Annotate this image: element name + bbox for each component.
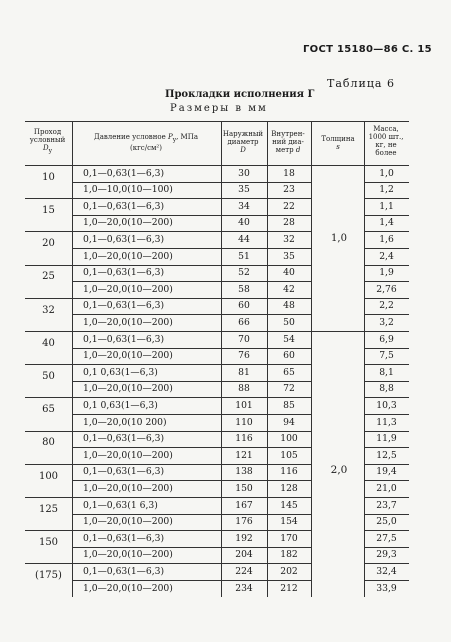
mass-value: 3,2 (379, 316, 394, 328)
outer-diameter-value: 30 (238, 167, 250, 179)
column-divider (72, 121, 73, 597)
inner-diameter-value: 50 (283, 316, 295, 328)
proxod-value: 65 (42, 404, 55, 416)
pressure-value: 0,1—0,63(1—6,3) (83, 267, 165, 279)
row-divider (25, 231, 72, 232)
outer-diameter-value: 51 (238, 250, 250, 262)
outer-diameter-value: 40 (238, 217, 250, 229)
mass-value: 21,0 (376, 482, 397, 494)
pressure-value: 0,1—0,63(1—6,3) (83, 167, 165, 179)
inner-diameter-value: 22 (283, 200, 295, 212)
pressure-value: 1,0—20,0(10—200) (83, 217, 173, 229)
proxod-value: 100 (38, 470, 59, 482)
row-divider (25, 364, 72, 365)
pressure-value: 1,0—20,0(10—200) (83, 482, 173, 494)
inner-diameter-value: 18 (283, 167, 295, 179)
pressure-value: 0,1—0,63(1—6,3) (83, 532, 165, 544)
outer-diameter-value: 44 (238, 233, 250, 245)
proxod-value: 10 (42, 171, 55, 183)
pressure-value: 0,1 0,63(1—6,3) (83, 399, 158, 411)
pressure-value: 1,0—20,0(10—200) (83, 516, 173, 528)
mass-value: 2,4 (379, 250, 394, 262)
inner-diameter-value: 60 (283, 350, 295, 362)
dimensions-table (25, 121, 409, 603)
proxod-value: 50 (42, 371, 55, 382)
header-thickness: Толщина s (321, 135, 355, 151)
mass-value: 11,3 (376, 416, 397, 428)
inner-diameter-value: 128 (280, 482, 298, 494)
mass-value: 1,9 (379, 267, 394, 279)
inner-diameter-value: 32 (283, 233, 295, 245)
outer-diameter-value: 224 (235, 565, 253, 577)
row-divider (25, 530, 72, 531)
mass-value: 8,8 (379, 383, 394, 395)
mass-value: 2,2 (379, 300, 394, 312)
pressure-value: 1,0—20,0(10—200) (83, 350, 173, 362)
pressure-value: 1,0—20,0(10—200) (83, 383, 173, 395)
outer-diameter-value: 138 (235, 466, 253, 478)
inner-diameter-value: 48 (283, 300, 295, 312)
mass-value: 1,6 (379, 233, 394, 245)
mass-value: 29,3 (376, 549, 397, 561)
table-subtitle: Размеры в мм (170, 103, 268, 114)
inner-diameter-value: 72 (283, 383, 295, 395)
outer-diameter-value: 204 (235, 549, 253, 561)
row-divider (25, 331, 72, 332)
pressure-value: 0,1—0,63(1 6,3) (83, 499, 158, 511)
mass-value: 2,76 (376, 283, 397, 295)
inner-diameter-value: 100 (280, 433, 298, 445)
mass-value: 8,1 (379, 366, 394, 378)
thickness-value: 1,0 (331, 233, 347, 244)
header-proxod: Проход условный $D_y$ (29, 128, 66, 155)
proxod-value: 32 (42, 304, 55, 316)
outer-diameter-value: 76 (238, 350, 250, 362)
row-divider (311, 331, 364, 332)
pressure-value: 1,0—20,0(10—200) (83, 449, 173, 461)
mass-value: 27,5 (376, 532, 397, 544)
proxod-value: (175) (35, 570, 62, 582)
mass-value: 23,7 (376, 499, 397, 511)
pressure-value: 0,1 0,63(1—6,3) (83, 366, 158, 378)
mass-value: 11,9 (376, 433, 397, 445)
pressure-value: 1,0—20,0(10—200) (83, 549, 173, 561)
gost-header: ГОСТ 15180—86 С. 15 (303, 44, 432, 55)
outer-diameter-value: 58 (238, 283, 250, 295)
mass-value: 10,3 (376, 399, 397, 411)
table-title: Прокладки исполнения Г (165, 89, 315, 100)
inner-diameter-value: 145 (280, 499, 298, 511)
proxod-value: 150 (38, 537, 59, 548)
inner-diameter-value: 105 (280, 449, 298, 461)
pressure-value: 1,0—20,0(10 200) (83, 416, 167, 428)
outer-diameter-value: 116 (235, 433, 253, 445)
proxod-value: 25 (42, 271, 55, 283)
inner-diameter-value: 182 (280, 549, 298, 561)
pressure-value: 1,0—20,0(10—200) (83, 283, 173, 295)
header-inner: Внутрен- ний диа- метр d (271, 130, 305, 154)
mass-value: 7,5 (379, 350, 394, 362)
row-divider (25, 397, 72, 398)
outer-diameter-value: 121 (235, 449, 253, 461)
inner-diameter-value: 42 (283, 283, 295, 295)
inner-diameter-value: 116 (280, 466, 298, 478)
inner-diameter-value: 212 (280, 582, 298, 594)
mass-value: 33,9 (376, 582, 397, 594)
proxod-value: 80 (42, 437, 55, 449)
proxod-value: 15 (42, 205, 55, 216)
mass-value: 1,0 (379, 167, 394, 179)
inner-diameter-value: 202 (280, 565, 298, 577)
header-outer: Наружный диаметр D (222, 130, 264, 154)
outer-diameter-value: 101 (235, 399, 253, 411)
outer-diameter-value: 70 (238, 333, 250, 345)
mass-value: 6,9 (379, 333, 394, 345)
proxod-value: 40 (42, 337, 55, 349)
mass-value: 25,0 (376, 516, 397, 528)
outer-diameter-value: 167 (235, 499, 253, 511)
row-divider (25, 298, 72, 299)
row-divider (25, 497, 72, 498)
outer-diameter-value: 34 (238, 200, 250, 212)
pressure-value: 0,1—0,63(1—6,3) (83, 333, 165, 345)
inner-diameter-value: 28 (283, 217, 295, 229)
outer-diameter-value: 60 (238, 300, 250, 312)
header-pressure: Давление условное $P_y$, МПа (кгс/см²) (94, 133, 198, 153)
pressure-value: 0,1—0,63(1—6,3) (83, 200, 165, 212)
inner-diameter-value: 94 (283, 416, 295, 428)
pressure-value: 0,1—0,63(1—6,3) (83, 466, 165, 478)
pressure-value: 1,0—20,0(10—200) (83, 582, 173, 594)
mass-value: 19,4 (376, 466, 397, 478)
pressure-value: 1,0—10,0(10—100) (83, 184, 173, 196)
row-divider (25, 563, 72, 564)
column-divider (311, 121, 312, 597)
row-divider (25, 464, 72, 465)
outer-diameter-value: 81 (238, 366, 250, 378)
outer-diameter-value: 192 (235, 532, 253, 544)
pressure-value: 1,0—20,0(10—200) (83, 316, 173, 328)
outer-diameter-value: 35 (238, 184, 250, 196)
pressure-value: 0,1—0,63(1—6,3) (83, 433, 165, 445)
outer-diameter-value: 176 (235, 516, 253, 528)
proxod-value: 125 (38, 503, 59, 515)
inner-diameter-value: 85 (283, 399, 295, 411)
pressure-value: 0,1—0,63(1—6,3) (83, 300, 165, 312)
mass-value: 32,4 (376, 565, 397, 577)
inner-diameter-value: 40 (283, 267, 295, 279)
outer-diameter-value: 52 (238, 267, 250, 279)
inner-diameter-value: 54 (283, 333, 295, 345)
inner-diameter-value: 154 (280, 516, 298, 528)
pressure-value: 1,0—20,0(10—200) (83, 250, 173, 262)
pressure-value: 0,1—0,63(1—6,3) (83, 565, 165, 577)
row-divider (25, 265, 72, 266)
inner-diameter-value: 170 (280, 532, 298, 544)
row-divider (25, 431, 72, 432)
mass-value: 1,1 (379, 200, 394, 212)
header-mass: Масса, 1000 шт., кг, не более (368, 125, 404, 157)
pressure-value: 0,1—0,63(1—6,3) (83, 233, 165, 245)
thickness-value: 2,0 (330, 464, 348, 476)
inner-diameter-value: 23 (283, 184, 295, 196)
table-border-top (25, 121, 409, 122)
outer-diameter-value: 88 (238, 383, 250, 395)
proxod-value: 20 (42, 238, 55, 250)
table-number: Таблица 6 (327, 77, 395, 90)
outer-diameter-value: 234 (235, 582, 253, 594)
row-divider (25, 198, 72, 199)
mass-value: 12,5 (376, 449, 397, 461)
outer-diameter-value: 110 (235, 416, 253, 428)
outer-diameter-value: 66 (238, 316, 250, 328)
inner-diameter-value: 65 (283, 366, 295, 378)
mass-value: 1,2 (379, 184, 394, 196)
inner-diameter-value: 35 (283, 250, 295, 262)
outer-diameter-value: 150 (235, 482, 253, 494)
mass-value: 1,4 (379, 217, 394, 229)
